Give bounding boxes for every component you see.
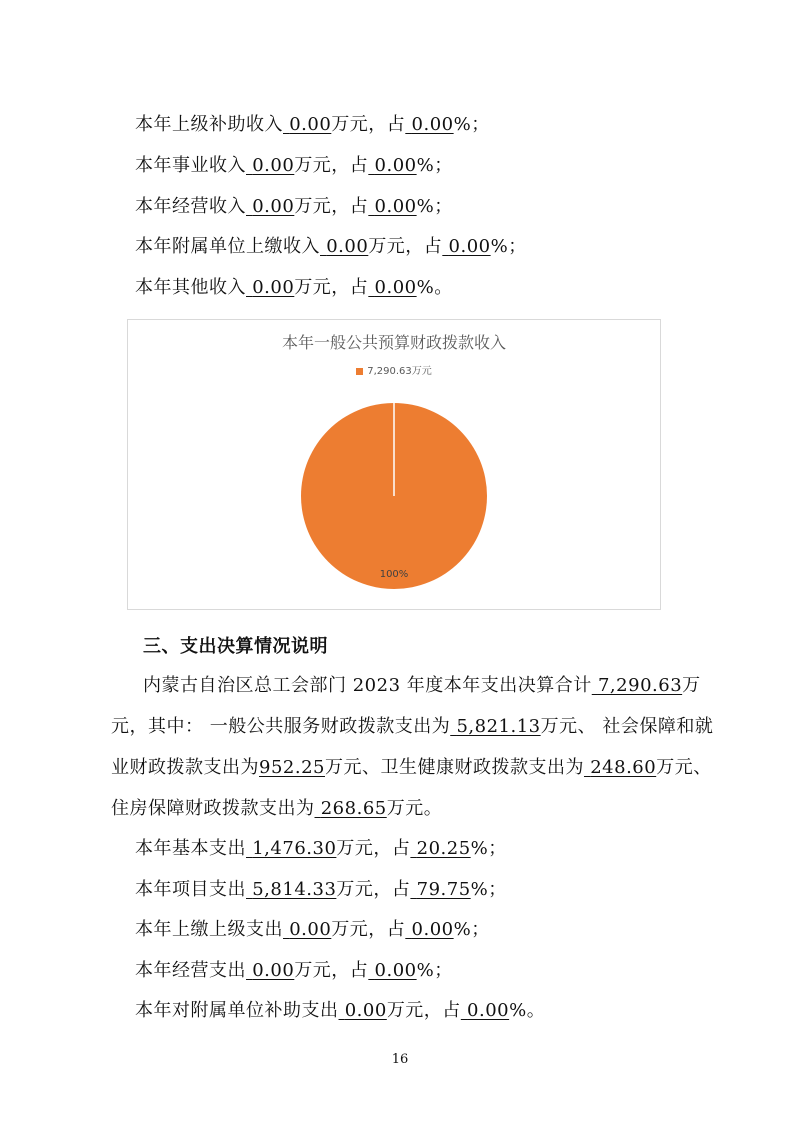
amount-value: 0.00 (252, 155, 295, 176)
expense-line-affiliate-subsidy: 本年对附属单位补助支出 0.00万元，占 0.00%。 (135, 1000, 546, 1021)
amount-value: 0.00 (289, 114, 332, 135)
pie-chart (127, 319, 661, 610)
amount-value: 0.00 (252, 196, 295, 217)
amount-value: 0.00 (289, 919, 332, 940)
percent-value: 0.00 (374, 277, 417, 298)
total-expense-value: 7,290.63 (597, 675, 683, 696)
income-line-other: 本年其他收入 0.00万元，占 0.00%。 (135, 277, 453, 298)
page-number: 16 (391, 1052, 409, 1067)
expense-line-operating: 本年经营支出 0.00万元，占 0.00%； (135, 960, 453, 981)
percent-value: 0.00 (448, 236, 491, 257)
paragraph-line-2: 元，其中： 一般公共服务财政拨款支出为 5,821.13万元、 社会保障和就 (111, 716, 714, 737)
section-heading: 三、支出决算情况说明 (143, 636, 328, 657)
percent-value: 0.00 (411, 919, 454, 940)
pie-svg (128, 320, 662, 611)
percent-value: 0.00 (374, 196, 417, 217)
paragraph-line-1: 内蒙古自治区总工会部门 2023 年度本年支出决算合计 7,290.63万 (143, 675, 701, 696)
income-line-operating: 本年经营收入 0.00万元，占 0.00%； (135, 196, 453, 217)
income-line-affiliate: 本年附属单位上缴收入 0.00万元，占 0.00%； (135, 236, 527, 257)
slice-percent-label: 100% (379, 569, 409, 580)
percent-value: 0.00 (467, 1000, 510, 1021)
expense-line-project: 本年项目支出 5,814.33万元，占 79.75%； (135, 879, 507, 900)
percent-value: 79.75 (416, 879, 471, 900)
income-line-superior-subsidy: 本年上级补助收入 0.00万元，占 0.00%； (135, 114, 490, 135)
expense-line-basic: 本年基本支出 1,476.30万元，占 20.25%； (135, 838, 507, 859)
percent-value: 0.00 (411, 114, 454, 135)
amount-value: 0.00 (252, 277, 295, 298)
expense-line-remit-superior: 本年上缴上级支出 0.00万元，占 0.00%； (135, 919, 490, 940)
amount-value: 0.00 (252, 960, 295, 981)
amount-value: 5,814.33 (252, 879, 337, 900)
housing-value: 268.65 (320, 798, 387, 819)
amount-value: 0.00 (344, 1000, 387, 1021)
chart-title: 本年一般公共预算财政拨款收入 (281, 333, 506, 352)
amount-value: 0.00 (326, 236, 369, 257)
health-value: 248.60 (590, 757, 657, 778)
percent-value: 0.00 (374, 960, 417, 981)
general-public-service-value: 5,821.13 (456, 716, 541, 737)
income-line-business: 本年事业收入 0.00万元，占 0.00%； (135, 155, 453, 176)
paragraph-line-4: 住房保障财政拨款支出为 268.65万元。 (111, 798, 443, 819)
percent-value: 20.25 (416, 838, 471, 859)
legend-label: 7,290.63万元 (367, 366, 432, 377)
amount-value: 1,476.30 (252, 838, 337, 859)
percent-value: 0.00 (374, 155, 417, 176)
paragraph-line-3: 业财政拨款支出为952.25万元、卫生健康财政拨款支出为 248.60万元、 (111, 757, 712, 778)
social-security-value: 952.25 (259, 757, 325, 778)
